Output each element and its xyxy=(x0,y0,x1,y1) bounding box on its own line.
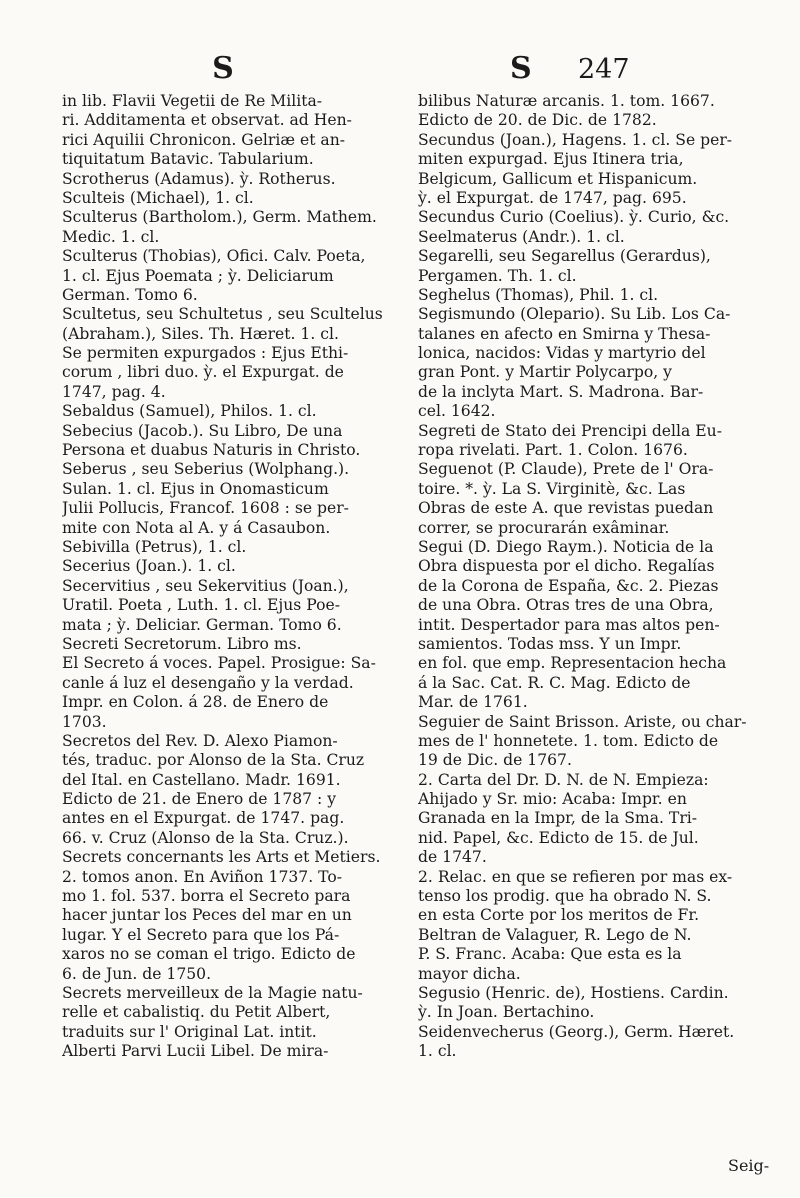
left-column-line: Alberti Parvi Lucii Libel. De mira- xyxy=(62,1042,329,1061)
right-column-line: Beltran de Valaguer, R. Lego de N. xyxy=(418,925,692,944)
right-column-line: gran Pont. y Martir Polycarpo, y xyxy=(418,363,672,382)
left-column-line: antes en el Expurgat. de 1747. pag. xyxy=(62,809,345,828)
left-column xyxy=(62,92,400,1062)
right-column-line: lonica, nacidos: Vidas y martyrio del xyxy=(418,344,706,363)
left-column-line: corum , libri duo. ỳ. el Expurgat. de xyxy=(62,363,344,382)
right-column-line: 1. cl. xyxy=(418,1042,457,1061)
right-column-line: Obra dispuesta por el dicho. Regalías xyxy=(418,557,715,576)
running-head-right-letter: S xyxy=(510,51,532,86)
right-column-line: Seghelus (Thomas), Phil. 1. cl. xyxy=(418,285,659,304)
right-column-line: de 1747. xyxy=(418,848,487,867)
right-column-line: ỳ. el Expurgat. de 1747, pag. 695. xyxy=(418,188,687,207)
left-column-line: ri. Additamenta et observat. ad Hen- xyxy=(62,111,352,130)
right-column-line: 2. Relac. en que se refieren por mas ex- xyxy=(418,867,733,886)
left-column-line: relle et cabalistiq. du Petit Albert, xyxy=(62,1003,331,1022)
left-column-line: tiquitatum Batavic. Tabularium. xyxy=(62,150,314,169)
left-column-line: Sculterus (Thobias), Ofici. Calv. Poeta, xyxy=(62,247,366,266)
right-column-line: Segusio (Henric. de), Hostiens. Cardin. xyxy=(418,983,729,1002)
left-column-line: Secerius (Joan.). 1. cl. xyxy=(62,557,236,576)
right-column-line: 2. Carta del Dr. D. N. de N. Empieza: xyxy=(418,770,709,789)
right-column-line: 19 de Dic. de 1767. xyxy=(418,751,572,770)
left-column-line: Sebecius (Jacob.). Su Libro, De una xyxy=(62,421,343,440)
left-column-line: del Ital. en Castellano. Madr. 1691. xyxy=(62,770,341,789)
right-column-line: de la Corona de España, &c. 2. Piezas xyxy=(418,576,719,595)
right-column-line: talanes en afecto en Smirna y Thesa- xyxy=(418,324,711,343)
left-column-line: 1. cl. Ejus Poemata ; ỳ. Deliciarum xyxy=(62,266,334,285)
right-column-line: de la inclyta Mart. S. Madrona. Bar- xyxy=(418,382,704,401)
left-column-line: Secretos del Rev. D. Alexo Piamon- xyxy=(62,731,338,750)
left-column-line: xaros no se coman el trigo. Edicto de xyxy=(62,945,356,964)
left-column-line: (Abraham.), Siles. Th. Hæret. 1. cl. xyxy=(62,324,339,343)
left-column-line: Edicto de 21. de Enero de 1787 : y xyxy=(62,790,337,809)
left-column-line: tés, traduc. por Alonso de la Sta. Cruz xyxy=(62,751,365,770)
right-column xyxy=(418,92,764,1062)
page-number: 247 xyxy=(578,54,630,85)
left-column-line: Seberus , seu Seberius (Wolphang.). xyxy=(62,460,350,479)
right-column-line: cel. 1642. xyxy=(418,402,496,421)
right-column-line: Seelmaterus (Andr.). 1. cl. xyxy=(418,227,625,246)
left-column-line: mo 1. fol. 537. borra el Secreto para xyxy=(62,887,351,906)
right-column-line: intit. Despertador para mas altos pen- xyxy=(418,615,720,634)
right-column-line: Seguier de Saint Brisson. Ariste, ou char- xyxy=(418,712,747,731)
left-column-line: lugar. Y el Secreto para que los Pá- xyxy=(62,925,340,944)
right-column-line: Obras de este A. que revistas puedan xyxy=(418,499,714,518)
right-column-line: Ahijado y Sr. mio: Acaba: Impr. en xyxy=(418,790,687,809)
left-column-line: mite con Nota al A. y á Casaubon. xyxy=(62,518,331,537)
right-column-line: ỳ. In Joan. Bertachino. xyxy=(418,1003,595,1022)
right-column-line: á la Sac. Cat. R. C. Mag. Edicto de xyxy=(418,673,691,692)
right-column-line: Granada en la Impr, de la Sma. Tri- xyxy=(418,809,698,828)
right-column-line: Secundus (Joan.), Hagens. 1. cl. Se per- xyxy=(418,130,733,149)
left-column-line: Se permiten expurgados : Ejus Ethi- xyxy=(62,344,349,363)
left-column-line: Sulan. 1. cl. Ejus in Onomasticum xyxy=(62,479,329,498)
right-column-line: correr, se procurarán exâminar. xyxy=(418,518,670,537)
right-column-line: nid. Papel, &c. Edicto de 15. de Jul. xyxy=(418,828,699,847)
right-column-line: en esta Corte por los meritos de Fr. xyxy=(418,906,700,925)
right-column-line: Belgicum, Gallicum et Hispanicum. xyxy=(418,169,698,188)
left-column-line: rici Aquilii Chronicon. Gelriæ et an- xyxy=(62,130,346,149)
right-column-line: P. S. Franc. Acaba: Que esta es la xyxy=(418,945,682,964)
left-column-line: Sculterus (Bartholom.), Germ. Mathem. xyxy=(62,208,377,227)
left-column-line: Scrotherus (Adamus). ỳ. Rotherus. xyxy=(62,169,336,188)
right-column-line: samientos. Todas mss. Y un Impr. xyxy=(418,634,682,653)
right-column-line: toire. *. ỳ. La S. Virginitè, &c. Las xyxy=(418,479,686,498)
left-column-line: Secrets concernants les Arts et Metiers. xyxy=(62,848,381,867)
right-column-line: miten expurgad. Ejus Itinera tria, xyxy=(418,150,684,169)
catchword: Seig- xyxy=(728,1156,770,1175)
left-column-line: 6. de Jun. de 1750. xyxy=(62,964,212,983)
right-column-line: bilibus Naturæ arcanis. 1. tom. 1667. xyxy=(418,92,715,110)
right-column-line: Edicto de 20. de Dic. de 1782. xyxy=(418,111,657,130)
right-column-line: Segismundo (Olepario). Su Lib. Los Ca- xyxy=(418,305,731,324)
right-column-line: tenso los prodig. que ha obrado N. S. xyxy=(418,887,712,906)
right-column-line: mes de l' honnetete. 1. tom. Edicto de xyxy=(418,731,719,750)
right-column-line: Segarelli, seu Segarellus (Gerardus), xyxy=(418,247,711,266)
right-column-line: Seidenvecherus (Georg.), Germ. Hæret. xyxy=(418,1022,735,1041)
left-column-line: Sebivilla (Petrus), 1. cl. xyxy=(62,537,247,556)
right-column-line: Secundus Curio (Coelius). ỳ. Curio, &c. xyxy=(418,208,730,227)
left-column-line: 66. v. Cruz (Alonso de la Sta. Cruz.). xyxy=(62,828,349,847)
left-column-line: Persona et duabus Naturis in Christo. xyxy=(62,441,361,460)
right-column-line: mayor dicha. xyxy=(418,964,521,983)
left-column-line: Impr. en Colon. á 28. de Enero de xyxy=(62,693,329,712)
left-column-line: Uratil. Poeta , Luth. 1. cl. Ejus Poe- xyxy=(62,596,341,615)
left-column-line: El Secreto á voces. Papel. Prosigue: Sa- xyxy=(62,654,376,673)
left-column-line: German. Tomo 6. xyxy=(62,285,198,304)
right-column-line: Segreti de Stato dei Prencipi della Eu- xyxy=(418,421,722,440)
left-column-line: Secervitius , seu Sekervitius (Joan.), xyxy=(62,576,349,595)
right-column-line: ropa rivelati. Part. 1. Colon. 1676. xyxy=(418,441,688,460)
left-column-line: mata ; ỳ. Deliciar. German. Tomo 6. xyxy=(62,615,342,634)
right-column-line: Pergamen. Th. 1. cl. xyxy=(418,266,577,285)
left-column-line: canle á luz el desengaño y la verdad. xyxy=(62,673,354,692)
left-column-line: Secreti Secretorum. Libro ms. xyxy=(62,634,302,653)
left-column-line: in lib. Flavii Vegetii de Re Milita- xyxy=(62,92,323,110)
right-column-line: Segui (D. Diego Raym.). Noticia de la xyxy=(418,537,714,556)
right-column-line: Seguenot (P. Claude), Prete de l' Ora- xyxy=(418,460,714,479)
left-column-line: Julii Pollucis, Francof. 1608 : se per- xyxy=(62,499,349,518)
right-column-line: Mar. de 1761. xyxy=(418,693,528,712)
right-column-line: en fol. que emp. Representacion hecha xyxy=(418,654,727,673)
left-column-line: 1747, pag. 4. xyxy=(62,382,166,401)
left-column-line: Secrets merveilleux de la Magie natu- xyxy=(62,983,363,1002)
left-column-line: Sebaldus (Samuel), Philos. 1. cl. xyxy=(62,402,317,421)
left-column-line: Medic. 1. cl. xyxy=(62,227,160,246)
right-column-line: de una Obra. Otras tres de una Obra, xyxy=(418,596,714,615)
left-column-line: traduits sur l' Original Lat. intit. xyxy=(62,1022,317,1041)
left-column-line: 2. tomos anon. En Aviñon 1737. To- xyxy=(62,867,342,886)
left-column-line: Scultetus, seu Schultetus , seu Scultelus xyxy=(62,305,383,324)
left-column-line: 1703. xyxy=(62,712,107,731)
left-column-line: hacer juntar los Peces del mar en un xyxy=(62,906,352,925)
running-head-left: S xyxy=(212,51,234,86)
left-column-line: Sculteis (Michael), 1. cl. xyxy=(62,188,254,207)
